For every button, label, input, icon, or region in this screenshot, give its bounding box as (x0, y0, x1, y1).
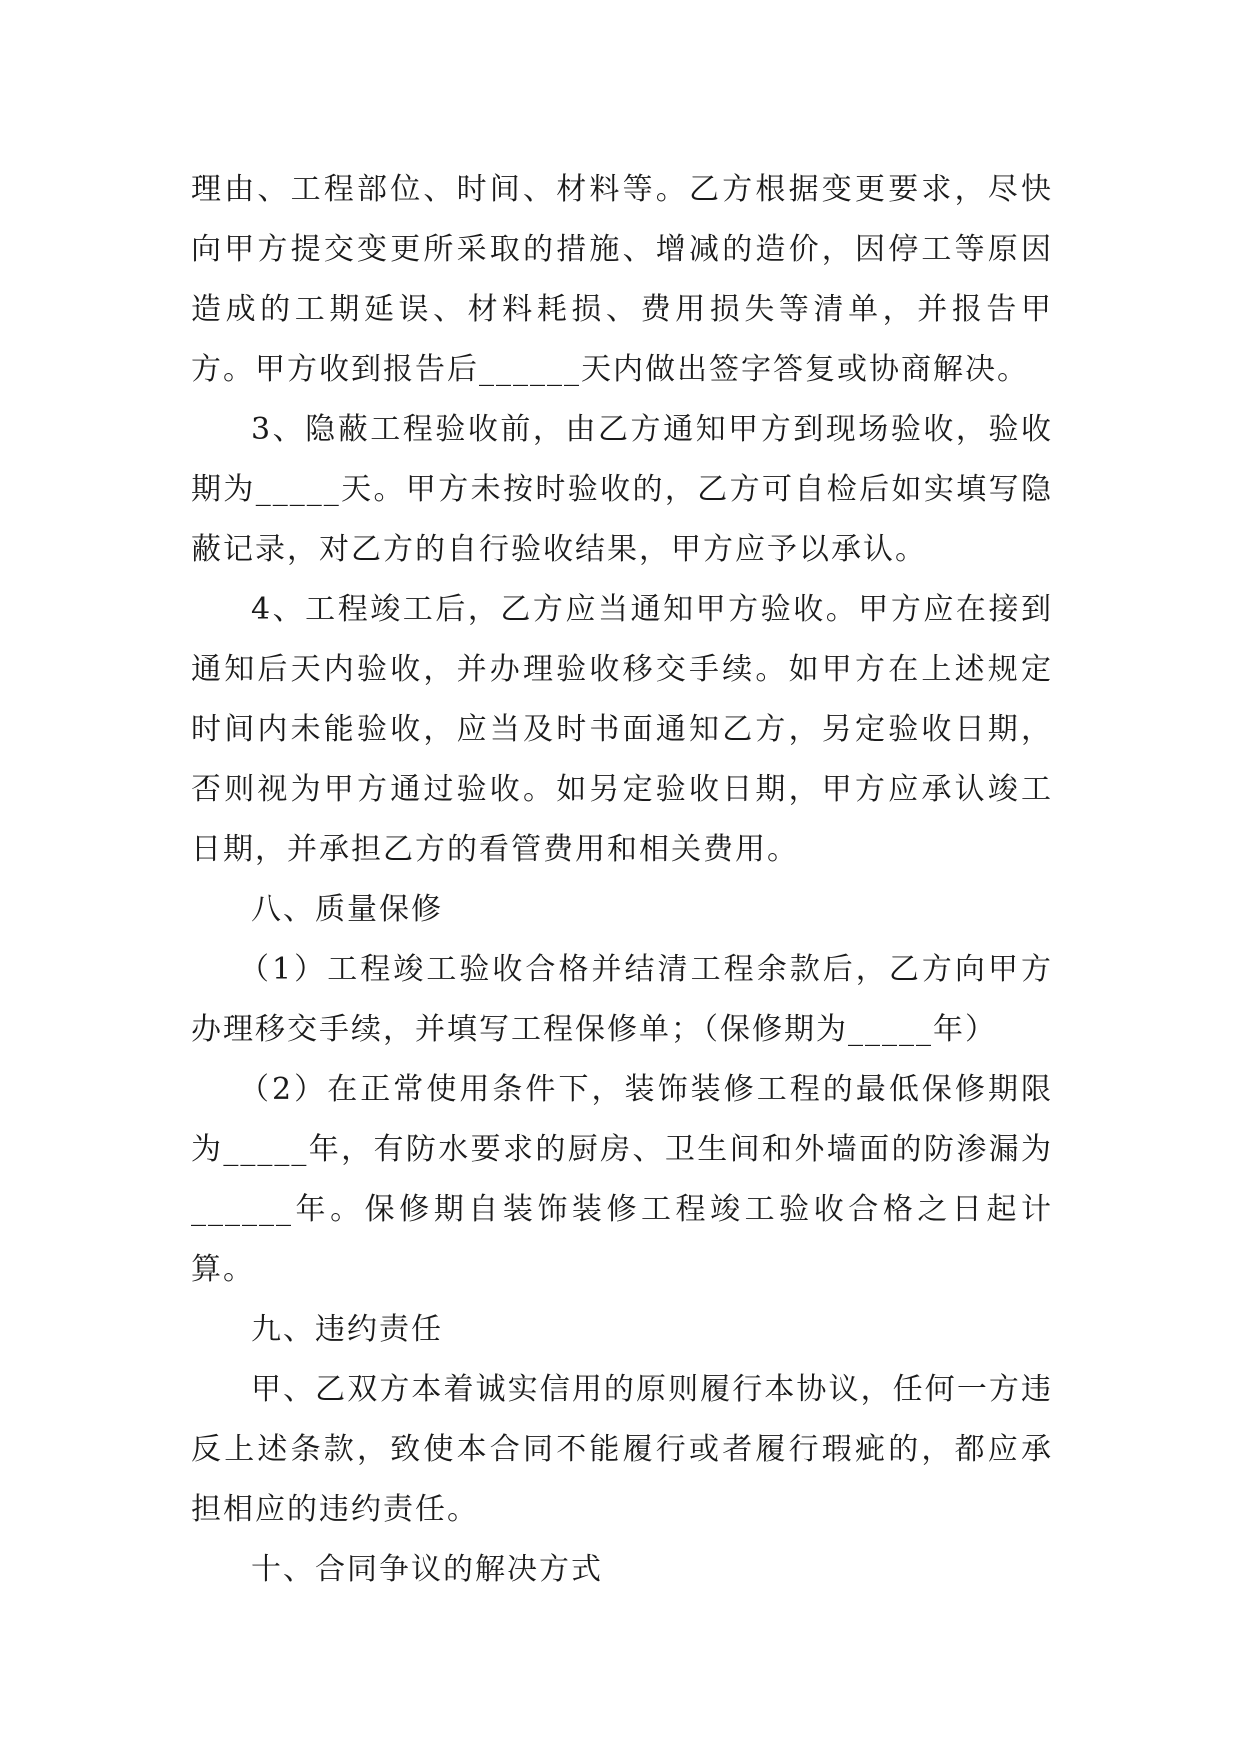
section-heading-quality-warranty: 八、质量保修 (251, 892, 443, 927)
document-body (191, 160, 1053, 1600)
section-heading-liability: 九、违约责任 (251, 1312, 443, 1347)
section-heading-dispute-resolution: 十、合同争议的解决方式 (251, 1552, 603, 1587)
paragraph-liability: 甲、乙双方本着诚实信用的原则履行本协议，任何一方违反上述条款，致使本合同不能履行或者履行瑕疵的，都应承担相应的违约责任。 (191, 1372, 1053, 1527)
paragraph-hidden-works-acceptance: 3、隐蔽工程验收前，由乙方通知甲方到现场验收，验收期为_____天。甲方未按时验收的，乙方可自检后如实填写隐蔽记录，对乙方的自行验收结果，甲方应予以承认。 (191, 412, 1053, 567)
paragraph-completion-acceptance: 4、工程竣工后，乙方应当通知甲方验收。甲方应在接到通知后天内验收，并办理验收移交手续。如甲方在上述规定时间内未能验收，应当及时书面通知乙方，另定验收日期，否则视为甲方通过验收。如另定验收日期，甲方应承认竣工日期，并承担乙方的看管费用和相关费用。 (191, 592, 1053, 867)
paragraph-warranty-item-1: （1）工程竣工验收合格并结清工程余款后，乙方向甲方办理移交手续，并填写工程保修单；（保修期为_____年） (191, 952, 1053, 1047)
paragraph-warranty-item-2: （2）在正常使用条件下，装饰装修工程的最低保修期限为_____年，有防水要求的厨房、卫生间和外墙面的防渗漏为______年。保修期自装饰装修工程竣工验收合格之日起计算。 (191, 1072, 1053, 1287)
paragraph-change-report: 理由、工程部位、时间、材料等。乙方根据变更要求，尽快向甲方提交变更所采取的措施、增减的造价，因停工等原因造成的工期延误、材料耗损、费用损失等清单，并报告甲方。甲方收到报告后______天内做出签字答复或协商解决。 (191, 172, 1053, 387)
